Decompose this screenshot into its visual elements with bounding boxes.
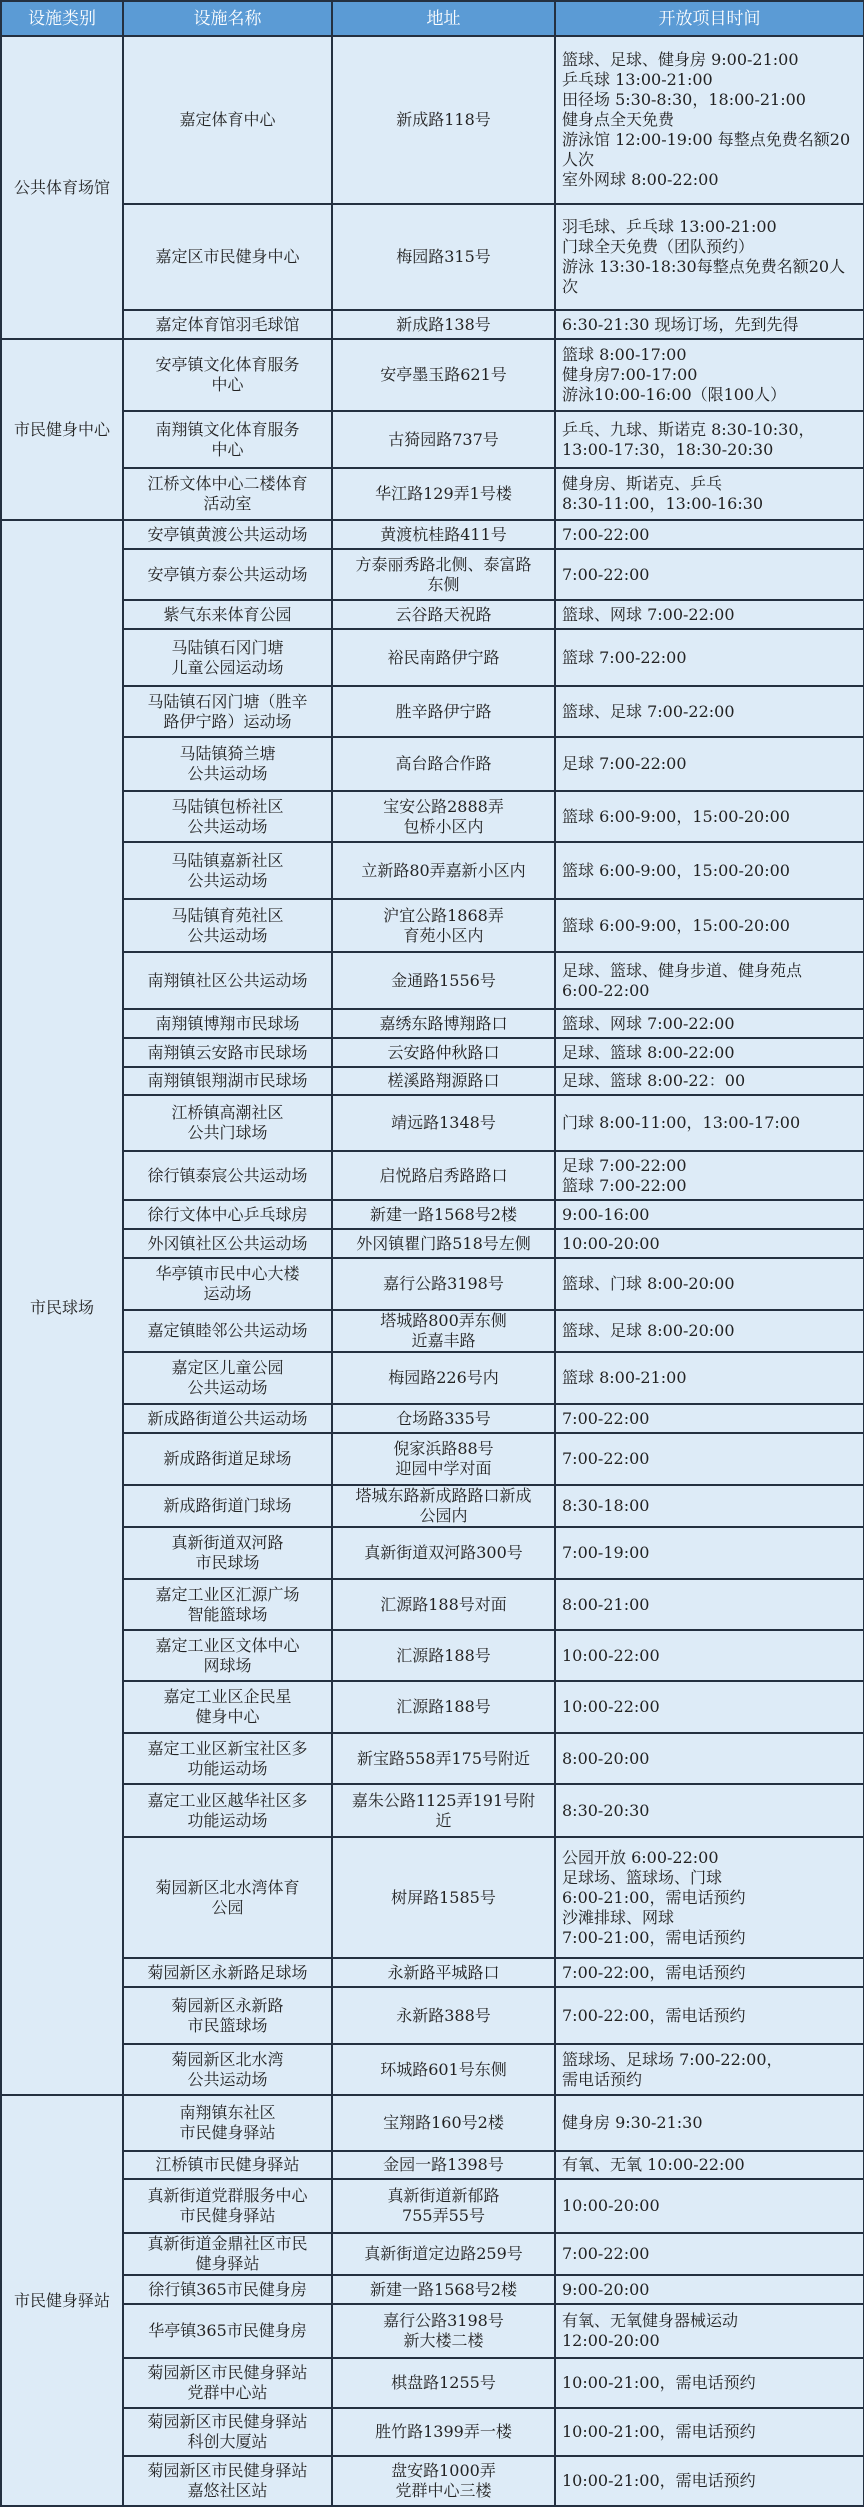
- address-cell: 倪家浜路88号 迎园中学对面: [332, 1433, 555, 1485]
- open-hours-cell: 足球、篮球 8:00-22:00: [555, 1038, 864, 1067]
- table-row: [1, 36, 864, 204]
- facility-name-cell: 菊园新区永新路 市民篮球场: [123, 1987, 332, 2044]
- table-row: [1, 2304, 864, 2358]
- table-row: [1, 2358, 864, 2408]
- address-cell: 宝安公路2888弄 包桥小区内: [332, 791, 555, 842]
- open-hours-cell: 足球、篮球 8:00-22：00: [555, 1067, 864, 1095]
- facility-name-cell: 嘉定工业区新宝社区多 功能运动场: [123, 1733, 332, 1784]
- address-cell: 仓场路335号: [332, 1404, 555, 1433]
- address-cell: 塔城路800弄东侧 近嘉丰路: [332, 1310, 555, 1352]
- table-row: [1, 2151, 864, 2179]
- table-row: [1, 791, 864, 842]
- address-cell: 汇源路188号对面: [332, 1579, 555, 1630]
- table-row: [1, 686, 864, 737]
- address-cell: 云安路仲秋路口: [332, 1038, 555, 1067]
- table-body: [1, 36, 864, 2506]
- open-hours-cell: 7:00-22:00: [555, 549, 864, 600]
- facility-name-cell: 南翔镇云安路市民球场: [123, 1038, 332, 1067]
- address-cell: 盘安路1000弄 党群中心三楼: [332, 2456, 555, 2506]
- address-cell: 启悦路启秀路路口: [332, 1151, 555, 1200]
- facility-name-cell: 新成路街道门球场: [123, 1485, 332, 1527]
- facility-name-cell: 嘉定镇睦邻公共运动场: [123, 1310, 332, 1352]
- address-cell: 真新街道双河路300号: [332, 1527, 555, 1579]
- open-hours-cell: 篮球 6:00-9:00，15:00-20:00: [555, 899, 864, 952]
- open-hours-cell: 篮球、网球 7:00-22:00: [555, 600, 864, 629]
- table-row: [1, 1485, 864, 1527]
- table-row: [1, 1784, 864, 1837]
- open-hours-cell: 乒乓、九球、斯诺克 8:30-10:30，13:00-17:30，18:30-20:30: [555, 411, 864, 468]
- open-hours-cell: 篮球 7:00-22:00: [555, 629, 864, 686]
- address-cell: 古猗园路737号: [332, 411, 555, 468]
- open-hours-cell: 7:00-22:00: [555, 1433, 864, 1485]
- address-cell: 嘉朱公路1125弄191号附 近: [332, 1784, 555, 1837]
- table-row: [1, 411, 864, 468]
- facility-name-cell: 安亭镇方泰公共运动场: [123, 549, 332, 600]
- open-hours-cell: 足球、篮球、健身步道、健身苑点 6:00-22:00: [555, 952, 864, 1009]
- address-cell: 新成路138号: [332, 310, 555, 339]
- open-hours-cell: 篮球 8:00-17:00 健身房7:00-17:00 游泳10:00-16:00（限100人）: [555, 339, 864, 411]
- facility-name-cell: 嘉定工业区企民星 健身中心: [123, 1681, 332, 1733]
- facility-name-cell: 嘉定区市民健身中心: [123, 204, 332, 310]
- open-hours-cell: 10:00-20:00: [555, 1229, 864, 1258]
- facility-name-cell: 菊园新区北水湾体育 公园: [123, 1837, 332, 1958]
- open-hours-cell: 7:00-22:00: [555, 520, 864, 549]
- address-cell: 胜辛路伊宁路: [332, 686, 555, 737]
- table-row: [1, 2044, 864, 2095]
- table-row: [1, 2456, 864, 2506]
- address-cell: 外冈镇瞿门路518号左侧: [332, 1229, 555, 1258]
- facility-name-cell: 江桥镇高潮社区 公共门球场: [123, 1095, 332, 1151]
- address-cell: 嘉行公路3198号: [332, 1258, 555, 1310]
- facility-name-cell: 南翔镇银翔湖市民球场: [123, 1067, 332, 1095]
- facility-name-cell: 马陆镇石冈门塘（胜辛 路伊宁路）运动场: [123, 686, 332, 737]
- table-row: [1, 1038, 864, 1067]
- facility-name-cell: 马陆镇包桥社区 公共运动场: [123, 791, 332, 842]
- address-cell: 环城路601号东侧: [332, 2044, 555, 2095]
- category-cell: 公共体育场馆: [1, 36, 123, 339]
- open-hours-cell: 篮球 6:00-9:00，15:00-20:00: [555, 791, 864, 842]
- open-hours-cell: 健身房、斯诺克、乒乓 8:30-11:00，13:00-16:30: [555, 468, 864, 520]
- table-row: [1, 1958, 864, 1987]
- address-cell: 永新路388号: [332, 1987, 555, 2044]
- open-hours-cell: 篮球、足球 8:00-20:00: [555, 1310, 864, 1352]
- facility-name-cell: 嘉定工业区汇源广场 智能篮球场: [123, 1579, 332, 1630]
- facility-name-cell: 马陆镇石冈门塘 儿童公园运动场: [123, 629, 332, 686]
- address-cell: 胜竹路1399弄一楼: [332, 2408, 555, 2456]
- open-hours-cell: 门球 8:00-11:00，13:00-17:00: [555, 1095, 864, 1151]
- table-row: [1, 1404, 864, 1433]
- table-row: [1, 1229, 864, 1258]
- open-hours-cell: 公园开放 6:00-22:00 足球场、篮球场、门球 6:00-21:00，需电话预约 沙滩排球、网球 7:00-21:00，需电话预约: [555, 1837, 864, 1958]
- address-cell: 云谷路天祝路: [332, 600, 555, 629]
- facility-name-cell: 南翔镇东社区 市民健身驿站: [123, 2095, 332, 2151]
- table-row: [1, 1352, 864, 1404]
- open-hours-cell: 7:00-22:00，需电话预约: [555, 1987, 864, 2044]
- table-row: [1, 2179, 864, 2233]
- table-row: [1, 2233, 864, 2275]
- address-cell: 金通路1556号: [332, 952, 555, 1009]
- table-row: [1, 737, 864, 791]
- facility-name-cell: 真新街道金鼎社区市民 健身驿站: [123, 2233, 332, 2275]
- address-cell: 梅园路315号: [332, 204, 555, 310]
- table-row: [1, 1258, 864, 1310]
- open-hours-cell: 8:30-18:00: [555, 1485, 864, 1527]
- facility-name-cell: 马陆镇猗兰塘 公共运动场: [123, 737, 332, 791]
- address-cell: 金园一路1398号: [332, 2151, 555, 2179]
- facility-name-cell: 菊园新区永新路足球场: [123, 1958, 332, 1987]
- open-hours-cell: 篮球、足球 7:00-22:00: [555, 686, 864, 737]
- table-row: [1, 1067, 864, 1095]
- category-cell: 市民健身驿站: [1, 2095, 123, 2506]
- facility-name-cell: 嘉定体育中心: [123, 36, 332, 204]
- facility-name-cell: 紫气东来体育公园: [123, 600, 332, 629]
- header-category: 设施类别: [1, 1, 123, 36]
- address-cell: 黄渡杭桂路411号: [332, 520, 555, 549]
- facility-name-cell: 徐行镇365市民健身房: [123, 2275, 332, 2304]
- open-hours-cell: 10:00-22:00: [555, 1630, 864, 1681]
- address-cell: 华江路129弄1号楼: [332, 468, 555, 520]
- address-cell: 靖远路1348号: [332, 1095, 555, 1151]
- facility-name-cell: 徐行镇泰宸公共运动场: [123, 1151, 332, 1200]
- address-cell: 新成路118号: [332, 36, 555, 204]
- open-hours-cell: 10:00-21:00，需电话预约: [555, 2408, 864, 2456]
- open-hours-cell: 篮球、足球、健身房 9:00-21:00 乒乓球 13:00-21:00 田径场 5:30-8:30，18:00-21:00 健身点全天免费 游泳馆 12:00-19:00 每整点免费名额20人次 室外网球 8:00-22:00: [555, 36, 864, 204]
- open-hours-cell: 篮球 6:00-9:00，15:00-20:00: [555, 842, 864, 899]
- table-row: [1, 1009, 864, 1038]
- address-cell: 真新街道新郁路 755弄55号: [332, 2179, 555, 2233]
- address-cell: 塔城东路新成路路口新成 公园内: [332, 1485, 555, 1527]
- table-row: [1, 339, 864, 411]
- open-hours-cell: 10:00-20:00: [555, 2179, 864, 2233]
- open-hours-cell: 6:30-21:30 现场订场，先到先得: [555, 310, 864, 339]
- open-hours-cell: 7:00-22:00: [555, 2233, 864, 2275]
- table-row: [1, 468, 864, 520]
- open-hours-cell: 10:00-21:00，需电话预约: [555, 2456, 864, 2506]
- category-cell: 市民球场: [1, 520, 123, 2095]
- address-cell: 汇源路188号: [332, 1681, 555, 1733]
- address-cell: 汇源路188号: [332, 1630, 555, 1681]
- table-row: [1, 520, 864, 549]
- table-row: [1, 629, 864, 686]
- category-cell: 市民健身中心: [1, 339, 123, 520]
- facility-name-cell: 华亭镇市民中心大楼 运动场: [123, 1258, 332, 1310]
- address-cell: 槎溪路翔源路口: [332, 1067, 555, 1095]
- open-hours-cell: 有氧、无氧 10:00-22:00: [555, 2151, 864, 2179]
- open-hours-cell: 7:00-22:00: [555, 1404, 864, 1433]
- open-hours-cell: 10:00-21:00，需电话预约: [555, 2358, 864, 2408]
- facility-name-cell: 真新街道双河路 市民球场: [123, 1527, 332, 1579]
- open-hours-cell: 羽毛球、乒乓球 13:00-21:00 门球全天免费（团队预约） 游泳 13:30-18:30每整点免费名额20人次: [555, 204, 864, 310]
- address-cell: 新宝路558弄175号附近: [332, 1733, 555, 1784]
- address-cell: 立新路80弄嘉新小区内: [332, 842, 555, 899]
- table-row: [1, 1095, 864, 1151]
- open-hours-cell: 7:00-22:00，需电话预约: [555, 1958, 864, 1987]
- facility-name-cell: 外冈镇社区公共运动场: [123, 1229, 332, 1258]
- table-header-row: [1, 1, 864, 36]
- facility-name-cell: 嘉定工业区文体中心 网球场: [123, 1630, 332, 1681]
- open-hours-cell: 篮球 8:00-21:00: [555, 1352, 864, 1404]
- open-hours-cell: 篮球、网球 7:00-22:00: [555, 1009, 864, 1038]
- facility-name-cell: 马陆镇育苑社区 公共运动场: [123, 899, 332, 952]
- address-cell: 新建一路1568号2楼: [332, 2275, 555, 2304]
- open-hours-cell: 8:00-20:00: [555, 1733, 864, 1784]
- address-cell: 方泰丽秀路北侧、泰富路 东侧: [332, 549, 555, 600]
- address-cell: 安亭墨玉路621号: [332, 339, 555, 411]
- header-address: 地址: [332, 1, 555, 36]
- facility-name-cell: 菊园新区市民健身驿站 党群中心站: [123, 2358, 332, 2408]
- open-hours-cell: 7:00-19:00: [555, 1527, 864, 1579]
- facility-name-cell: 新成路街道公共运动场: [123, 1404, 332, 1433]
- facility-name-cell: 华亭镇365市民健身房: [123, 2304, 332, 2358]
- address-cell: 沪宜公路1868弄 育苑小区内: [332, 899, 555, 952]
- facility-name-cell: 安亭镇黄渡公共运动场: [123, 520, 332, 549]
- open-hours-cell: 9:00-20:00: [555, 2275, 864, 2304]
- table-row: [1, 310, 864, 339]
- table-row: [1, 1579, 864, 1630]
- table-row: [1, 1733, 864, 1784]
- open-hours-cell: 篮球场、足球场 7:00-22:00， 需电话预约: [555, 2044, 864, 2095]
- facility-name-cell: 江桥文体中心二楼体育 活动室: [123, 468, 332, 520]
- facility-name-cell: 江桥镇市民健身驿站: [123, 2151, 332, 2179]
- facility-name-cell: 嘉定区儿童公园 公共运动场: [123, 1352, 332, 1404]
- table-row: [1, 600, 864, 629]
- address-cell: 新建一路1568号2楼: [332, 1200, 555, 1229]
- table-row: [1, 1630, 864, 1681]
- table-row: [1, 2275, 864, 2304]
- address-cell: 宝翔路160号2楼: [332, 2095, 555, 2151]
- open-hours-cell: 9:00-16:00: [555, 1200, 864, 1229]
- table-row: [1, 2408, 864, 2456]
- facility-name-cell: 南翔镇社区公共运动场: [123, 952, 332, 1009]
- address-cell: 梅园路226号内: [332, 1352, 555, 1404]
- facility-name-cell: 嘉定工业区越华社区多 功能运动场: [123, 1784, 332, 1837]
- open-hours-cell: 篮球、门球 8:00-20:00: [555, 1258, 864, 1310]
- table-row: [1, 1681, 864, 1733]
- address-cell: 真新街道定边路259号: [332, 2233, 555, 2275]
- table-row: [1, 1433, 864, 1485]
- table-row: [1, 842, 864, 899]
- facility-name-cell: 真新街道党群服务中心 市民健身驿站: [123, 2179, 332, 2233]
- address-cell: 永新路平城路口: [332, 1958, 555, 1987]
- address-cell: 棋盘路1255号: [332, 2358, 555, 2408]
- table-row: [1, 952, 864, 1009]
- open-hours-cell: 足球 7:00-22:00 篮球 7:00-22:00: [555, 1151, 864, 1200]
- address-cell: 裕民南路伊宁路: [332, 629, 555, 686]
- facility-name-cell: 徐行文体中心乒乓球房: [123, 1200, 332, 1229]
- facility-name-cell: 新成路街道足球场: [123, 1433, 332, 1485]
- table-row: [1, 1151, 864, 1200]
- facility-name-cell: 菊园新区市民健身驿站 嘉悠社区站: [123, 2456, 332, 2506]
- open-hours-cell: 8:30-20:30: [555, 1784, 864, 1837]
- facility-name-cell: 南翔镇博翔市民球场: [123, 1009, 332, 1038]
- header-open-hours: 开放项目时间: [555, 1, 864, 36]
- table-row: [1, 1310, 864, 1352]
- table-row: [1, 1837, 864, 1958]
- facility-name-cell: 菊园新区北水湾 公共运动场: [123, 2044, 332, 2095]
- address-cell: 树屏路1585号: [332, 1837, 555, 1958]
- table-row: [1, 1200, 864, 1229]
- open-hours-cell: 有氧、无氧健身器械运动 12:00-20:00: [555, 2304, 864, 2358]
- table-row: [1, 204, 864, 310]
- header-facility-name: 设施名称: [123, 1, 332, 36]
- open-hours-cell: 足球 7:00-22:00: [555, 737, 864, 791]
- open-hours-cell: 8:00-21:00: [555, 1579, 864, 1630]
- address-cell: 嘉行公路3198号 新大楼二楼: [332, 2304, 555, 2358]
- facility-name-cell: 南翔镇文化体育服务 中心: [123, 411, 332, 468]
- table-row: [1, 899, 864, 952]
- facility-name-cell: 菊园新区市民健身驿站 科创大厦站: [123, 2408, 332, 2456]
- address-cell: 嘉绣东路博翔路口: [332, 1009, 555, 1038]
- open-hours-cell: 10:00-22:00: [555, 1681, 864, 1733]
- facility-name-cell: 嘉定体育馆羽毛球馆: [123, 310, 332, 339]
- address-cell: 高台路合作路: [332, 737, 555, 791]
- open-hours-cell: 健身房 9:30-21:30: [555, 2095, 864, 2151]
- facility-name-cell: 安亭镇文化体育服务 中心: [123, 339, 332, 411]
- table-row: [1, 549, 864, 600]
- table-row: [1, 1987, 864, 2044]
- facility-name-cell: 马陆镇嘉新社区 公共运动场: [123, 842, 332, 899]
- table-row: [1, 1527, 864, 1579]
- table-row: [1, 2095, 864, 2151]
